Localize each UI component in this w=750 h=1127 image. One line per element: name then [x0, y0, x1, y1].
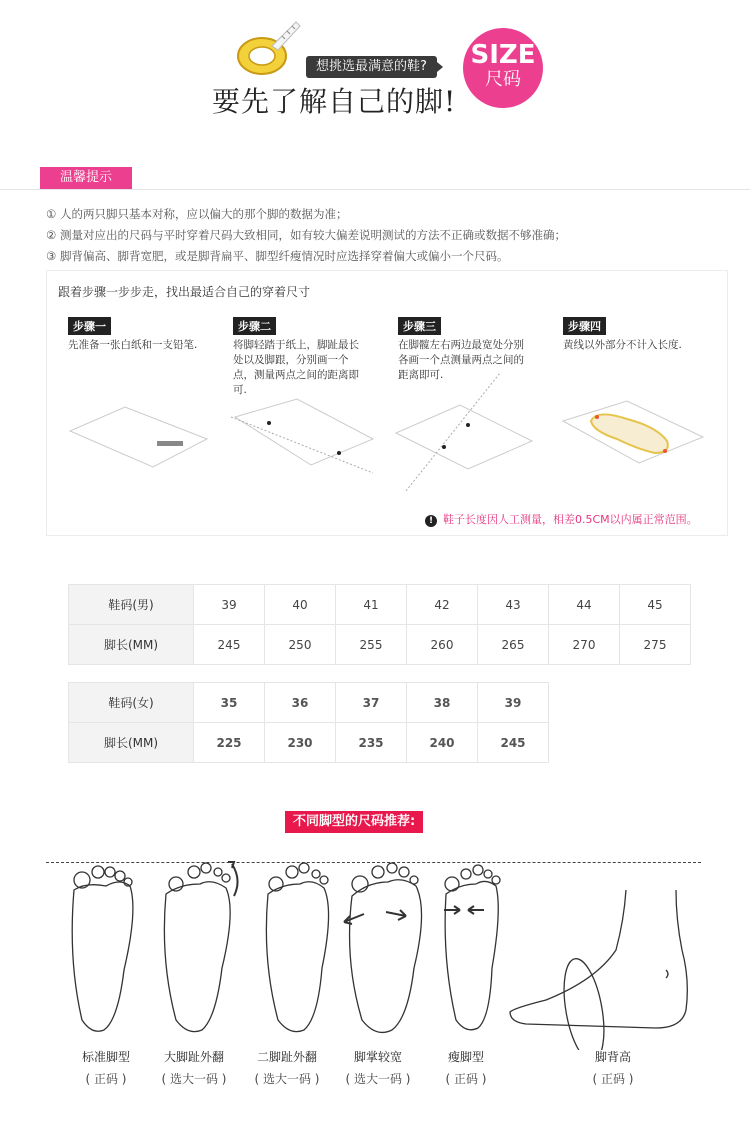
- step-text: 先准备一张白纸和一支铅笔.: [68, 339, 198, 351]
- step-text: 黄线以外部分不计入长度.: [563, 339, 682, 351]
- step-text: 将脚轻踏于纸上，脚趾最长处以及脚跟，分别画一个点，测量两点之间的距离即可.: [233, 339, 359, 396]
- foot-type-name: 标准脚型: [81, 1050, 130, 1064]
- step-label: 步骤二: [233, 317, 276, 335]
- foot-type-name: 瘦脚型: [447, 1050, 484, 1064]
- table-cell: 44: [549, 585, 620, 625]
- row-header: 脚长(MM): [69, 625, 194, 665]
- divider: [0, 189, 750, 190]
- table-cell: 275: [620, 625, 691, 665]
- table-cell: 40: [265, 585, 336, 625]
- foot-type-advice: ( 正码 ): [592, 1072, 634, 1086]
- wide-foot-icon: [344, 863, 422, 1032]
- table-cell: 39: [194, 585, 265, 625]
- table-cell: 245: [194, 625, 265, 665]
- step-1: [68, 315, 218, 353]
- table-cell: 43: [478, 585, 549, 625]
- measure-steps-panel: [46, 270, 728, 536]
- foot-width-illustration: [392, 361, 542, 491]
- table-cell: 42: [407, 585, 478, 625]
- tip-line: ① 人的两只脚只基本对称，应以偏大的那个脚的数据为准；: [46, 207, 348, 221]
- header-bubble: 想挑选最满意的鞋?: [306, 56, 437, 78]
- table-cell: 36: [265, 683, 336, 723]
- slim-foot-icon: [444, 865, 500, 1030]
- step-label: 步骤四: [563, 317, 606, 335]
- foot-type-advice: ( 正码 ): [85, 1072, 127, 1086]
- table-cell: 37: [336, 683, 407, 723]
- measure-note: [425, 511, 698, 527]
- page-title: 要先了解自己的脚!: [212, 85, 457, 118]
- foot-types-badge: 不同脚型的尺码推荐:: [285, 811, 423, 833]
- table-cell: 38: [407, 683, 478, 723]
- footprint-outline-illustration: [557, 369, 707, 479]
- women-size-table: [68, 682, 549, 763]
- table-cell: 39: [478, 683, 549, 723]
- note-text: 鞋子长度因人工测量，相差0.5CM以内属正常范围。: [443, 513, 698, 526]
- row-header: 脚长(MM): [69, 723, 194, 763]
- table-cell: 45: [620, 585, 691, 625]
- table-row: [69, 585, 691, 625]
- table-cell: 270: [549, 625, 620, 665]
- bunion-foot-icon: [164, 862, 237, 1032]
- high-instep-foot-icon: [510, 890, 687, 1050]
- row-header: 鞋码(女): [69, 683, 194, 723]
- table-cell: 235: [336, 723, 407, 763]
- foot-length-illustration: [227, 369, 377, 479]
- foot-type-advice: ( 正码 ): [445, 1072, 487, 1086]
- table-cell: 250: [265, 625, 336, 665]
- step-4: [563, 315, 713, 353]
- second-toe-foot-icon: [266, 863, 328, 1032]
- tip-line: ③ 脚背偏高、脚背宽肥，或是脚背扁平、脚型纤瘦情况时应选择穿着偏大或偏小一个尺码。: [46, 249, 509, 263]
- table-cell: 35: [194, 683, 265, 723]
- table-cell: 240: [407, 723, 478, 763]
- table-cell: 255: [336, 625, 407, 665]
- foot-type-name: 大脚趾外翻: [163, 1050, 224, 1064]
- table-cell: 41: [336, 585, 407, 625]
- step-label: 步骤三: [398, 317, 441, 335]
- foot-types-illustration: [46, 850, 726, 1050]
- men-size-table: [68, 584, 691, 665]
- table-row: [69, 625, 691, 665]
- table-cell: 245: [478, 723, 549, 763]
- warning-icon: !: [425, 515, 437, 527]
- size-badge-main: SIZE: [470, 40, 536, 70]
- table-cell: 260: [407, 625, 478, 665]
- table-row: [69, 723, 549, 763]
- table-cell: 265: [478, 625, 549, 665]
- foot-type-advice: ( 选大一码 ): [254, 1072, 320, 1086]
- header: [0, 0, 750, 150]
- foot-type-name: 脚掌较宽: [353, 1050, 402, 1064]
- row-header: 鞋码(男): [69, 585, 194, 625]
- paper-pencil-illustration: [65, 369, 210, 479]
- size-badge: [463, 28, 543, 108]
- size-badge-sub: 尺码: [485, 69, 521, 90]
- steps-title: 跟着步骤一步步走，找出最适合自己的穿着尺寸: [58, 285, 311, 299]
- tips-badge: 温馨提示: [40, 167, 132, 189]
- tips-list: [46, 204, 566, 267]
- step-text: 在脚髋左右两边最宽处分别各画一个点测量两点之间的距离即可.: [398, 339, 524, 381]
- foot-type-name: 二脚趾外翻: [256, 1050, 317, 1064]
- foot-type-name: 脚背高: [594, 1050, 631, 1064]
- step-label: 步骤一: [68, 317, 111, 335]
- table-cell: 230: [265, 723, 336, 763]
- measuring-tape-icon: [232, 18, 302, 80]
- foot-type-advice: ( 选大一码 ): [161, 1072, 227, 1086]
- tip-line: ② 测量对应出的尺码与平时穿着尺码大致相同，如有较大偏差说明测试的方法不正确或数据不够准确；: [46, 228, 566, 242]
- foot-type-advice: ( 选大一码 ): [345, 1072, 411, 1086]
- table-row: [69, 683, 549, 723]
- table-cell: 225: [194, 723, 265, 763]
- standard-foot-icon: [72, 866, 133, 1031]
